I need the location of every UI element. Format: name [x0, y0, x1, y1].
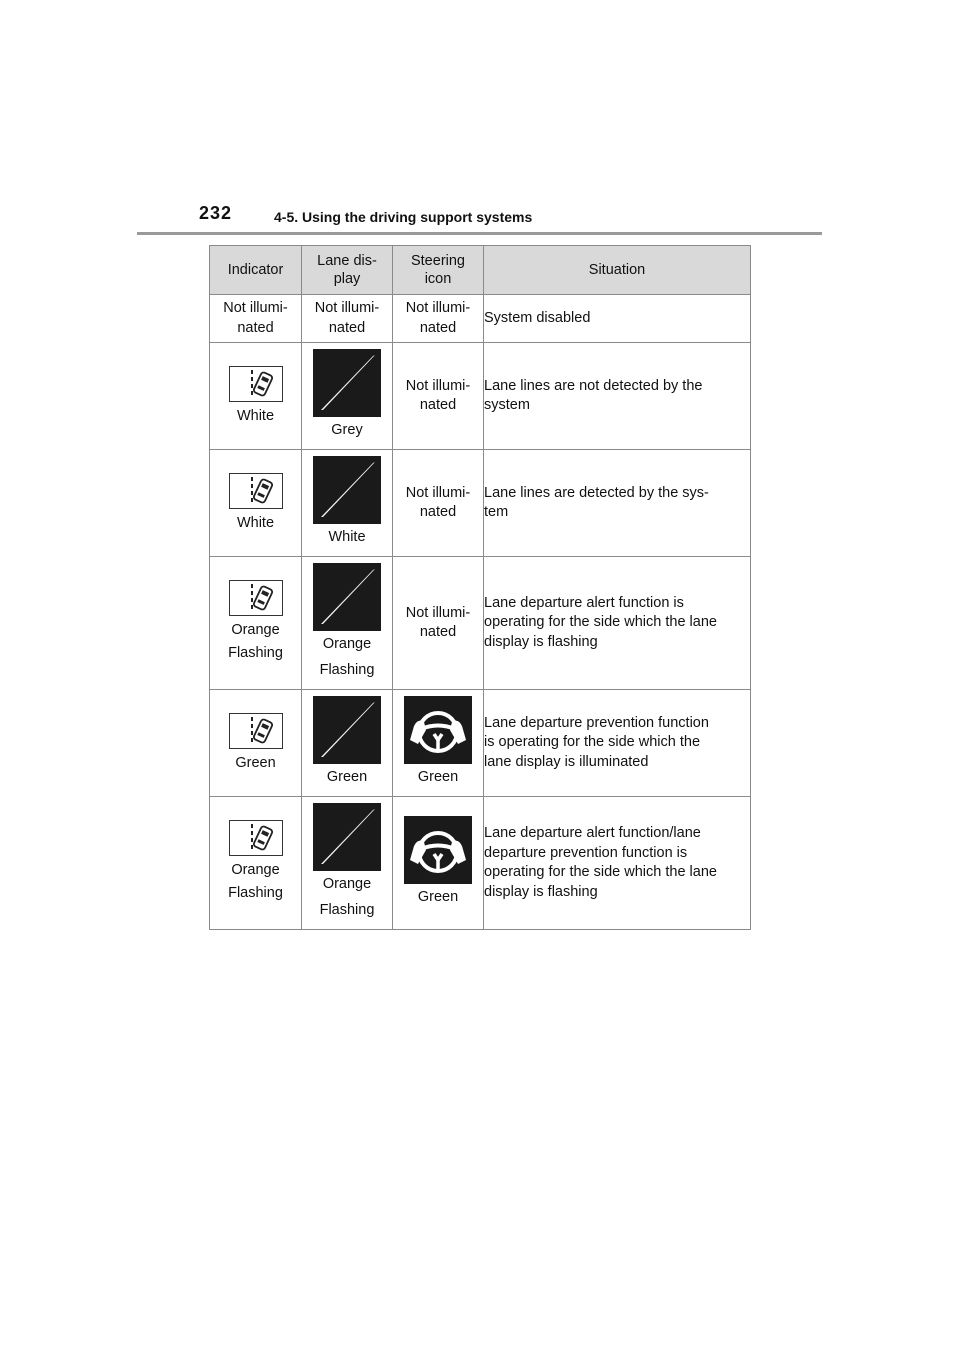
indicator-cell	[210, 797, 302, 930]
situation-cell: Lane departure alert function is operating for the side which the lane display is flashing	[484, 557, 751, 690]
indicator-cell	[210, 557, 302, 690]
lane-display-state: Flashing	[319, 662, 375, 678]
column-header-indicator: Indicator	[210, 246, 302, 295]
lane-display-icon	[313, 803, 381, 871]
steering-icon-cell: Not illumi- nated	[393, 450, 484, 557]
steering-icon-cell: Not illumi- nated	[393, 557, 484, 690]
indicator-cell	[210, 343, 302, 450]
lane-display-icon	[313, 563, 381, 631]
lane-display-color: Orange	[322, 876, 372, 892]
table-row	[210, 295, 751, 343]
table-header-row	[210, 246, 751, 295]
situation-cell: System disabled	[484, 295, 751, 343]
lane-display-color: Green	[326, 769, 368, 785]
situation-cell: Lane departure alert function/lane departure prevention function is operating for the side which the lane display is flashing	[484, 797, 751, 930]
indicator-cell	[210, 450, 302, 557]
header-rule	[137, 232, 822, 235]
column-header-situation: Situation	[484, 246, 751, 295]
lane-display-state: Flashing	[319, 902, 375, 918]
column-header-lane-display: Lane dis- play	[302, 246, 393, 295]
indicator-cell: Not illumi- nated	[210, 295, 302, 343]
section-title: 4-5. Using the driving support systems	[274, 209, 533, 225]
steering-icon-cell	[393, 690, 484, 797]
indicator-cell	[210, 690, 302, 797]
page-number: 232	[199, 203, 233, 223]
lane-display-color: Orange	[322, 636, 372, 652]
table-row	[210, 450, 751, 557]
indicator-state: Flashing	[228, 645, 283, 661]
steering-icon-cell	[393, 797, 484, 930]
lane-indicator-icon	[229, 366, 283, 402]
table-row	[210, 797, 751, 930]
indicator-color: White	[236, 408, 275, 424]
indicator-color: Orange	[231, 862, 280, 878]
lane-indicator-icon	[229, 580, 283, 616]
indicator-color: White	[236, 515, 275, 531]
steering-icon-cell: Not illumi- nated	[393, 295, 484, 343]
lane-display-icon	[313, 696, 381, 764]
lane-display-cell	[302, 690, 393, 797]
situation-cell: Lane departure prevention function is operating for the side which the lane display is illuminated	[484, 690, 751, 797]
steering-icon-color: Green	[417, 769, 459, 785]
lane-display-cell: Not illumi- nated	[302, 295, 393, 343]
indicator-state: Flashing	[228, 885, 283, 901]
lane-indicator-icon	[229, 713, 283, 749]
indicator-color: Green	[235, 755, 276, 771]
lane-display-cell	[302, 450, 393, 557]
situation-cell: Lane lines are not detected by the system	[484, 343, 751, 450]
table-row	[210, 690, 751, 797]
steering-icon-color: Green	[417, 889, 459, 905]
column-header-steering-icon: Steering icon	[393, 246, 484, 295]
steering-hands-icon	[404, 696, 472, 764]
lane-display-cell	[302, 797, 393, 930]
table-row	[210, 557, 751, 690]
steering-hands-icon	[404, 816, 472, 884]
lane-display-cell	[302, 557, 393, 690]
lane-indicator-icon	[229, 473, 283, 509]
lane-display-color: Grey	[331, 422, 363, 438]
lane-display-icon	[313, 349, 381, 417]
indicator-table	[209, 245, 751, 930]
situation-cell: Lane lines are detected by the sys- tem	[484, 450, 751, 557]
lane-display-color: White	[328, 529, 366, 545]
indicator-color: Orange	[231, 622, 280, 638]
lane-indicator-icon	[229, 820, 283, 856]
table-row	[210, 343, 751, 450]
lane-display-icon	[313, 456, 381, 524]
lane-display-cell	[302, 343, 393, 450]
steering-icon-cell: Not illumi- nated	[393, 343, 484, 450]
page-header	[199, 203, 819, 233]
